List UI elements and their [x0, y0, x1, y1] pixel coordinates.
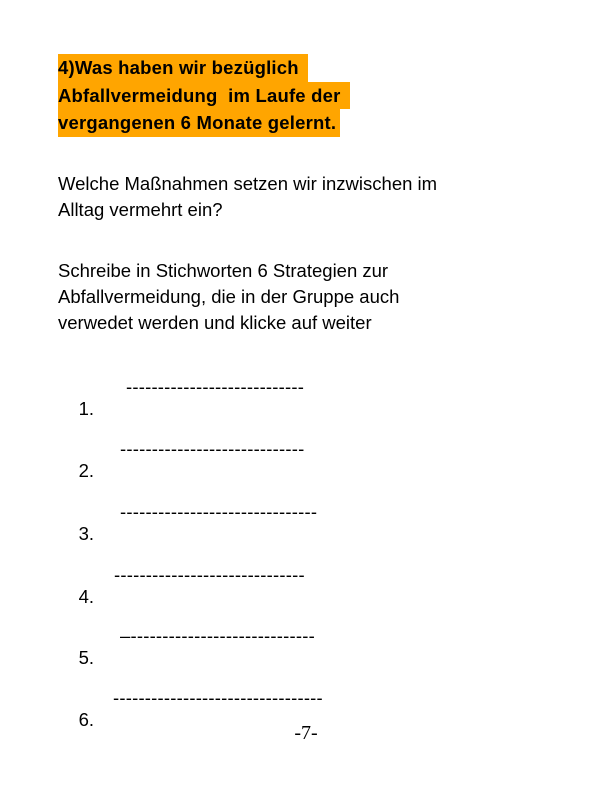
- question-line-1: Welche Maßnahmen setzen wir inzwischen im: [58, 173, 438, 194]
- list-item: 6. ---------------------------------: [78, 687, 323, 730]
- heading-line-2: Abfallvermeidung im Laufe der: [58, 82, 350, 110]
- answer-line[interactable]: ----------------------------: [126, 376, 305, 397]
- answer-line[interactable]: ---------------------------------: [113, 687, 323, 708]
- heading-line-3: vergangenen 6 Monate gelernt.: [58, 109, 340, 137]
- heading-line-1: 4)Was haben wir bezüglich: [58, 54, 308, 82]
- instruction-line-1: Schreibe in Stichworten 6 Strategien zur: [58, 260, 389, 281]
- instruction-paragraph: [58, 258, 538, 336]
- question-paragraph: [58, 171, 538, 223]
- list-item: 4. ------------------------------: [78, 564, 305, 607]
- instruction-line-3: verwedet werden und klicke auf weiter: [58, 312, 372, 333]
- page-number: -7-: [294, 722, 318, 744]
- instruction-line-2: Abfallvermeidung, die in der Gruppe auch: [58, 286, 400, 307]
- answer-line[interactable]: -------------------------------: [120, 501, 318, 522]
- answer-line[interactable]: –-----------------------------: [120, 625, 315, 646]
- answer-line[interactable]: ------------------------------: [114, 564, 305, 585]
- list-item: 3. -------------------------------: [78, 501, 318, 544]
- list-item: 2. -----------------------------: [78, 438, 305, 481]
- question-line-2: Alltag vermehrt ein?: [58, 199, 223, 220]
- answer-line[interactable]: -----------------------------: [120, 438, 305, 459]
- list-item: 5. –-----------------------------: [78, 625, 315, 668]
- list-item: 1. ----------------------------: [78, 376, 305, 419]
- task-heading: [58, 54, 438, 137]
